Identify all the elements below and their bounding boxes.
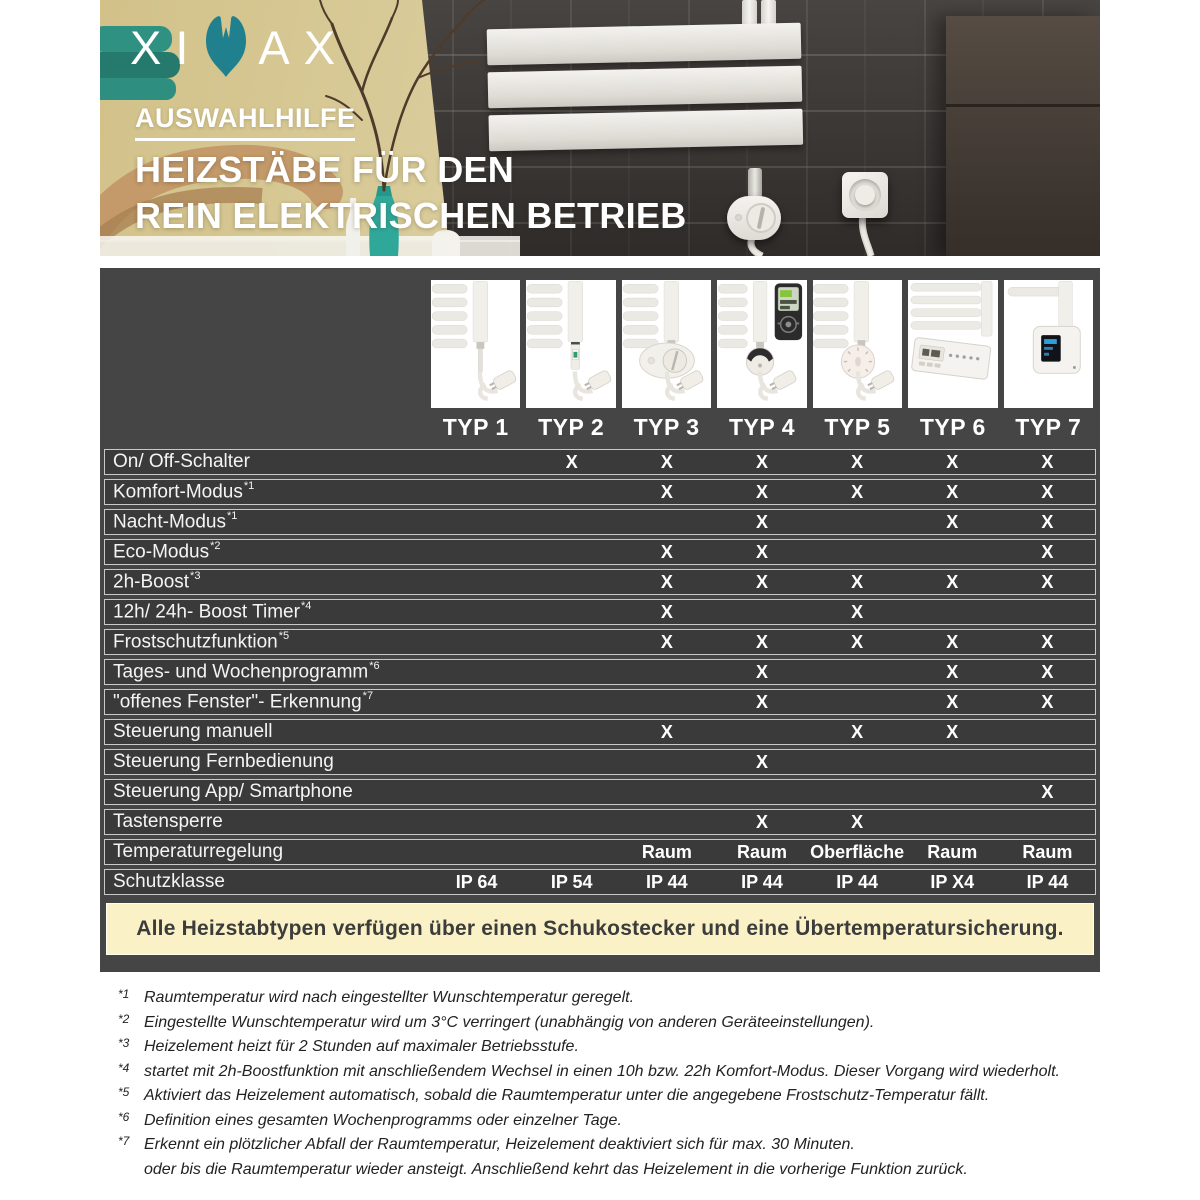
feature-cell-typ-3: X	[660, 571, 673, 592]
feature-cell-typ-6: X	[946, 481, 959, 502]
feature-cell-typ-6: X	[946, 451, 959, 472]
footnote-marker: *6	[118, 1109, 130, 1124]
column-header-typ-4: TYP 4	[728, 414, 795, 440]
footnote-marker: *4	[300, 599, 312, 612]
feature-label: Eco-Modus$^{*2}$	[113, 539, 221, 563]
feature-cell-typ-3: X	[660, 631, 673, 652]
feature-row-9	[104, 689, 1096, 715]
feature-cell-typ-5: X	[851, 451, 864, 472]
feature-label: Tastensperre	[113, 811, 223, 832]
feature-cell-typ-1: IP 64	[455, 871, 498, 892]
column-header-typ-3: TYP 3	[633, 414, 700, 440]
feature-label: Frostschutzfunktion$^{*5}$	[113, 629, 290, 653]
product-column-typ-4	[714, 280, 809, 449]
footnote-line	[118, 1160, 1103, 1180]
wall-socket-photo	[842, 172, 888, 218]
feature-cell-typ-5: X	[851, 631, 864, 652]
ximax-logo	[130, 12, 349, 78]
feature-cell-typ-6: IP X4	[930, 871, 975, 892]
feature-cell-typ-7: X	[1041, 541, 1054, 562]
hero-eyebrow: AUSWAHLHILFE	[135, 103, 355, 141]
feature-label: "offenes Fenster"- Erkennung$^{*7}$	[113, 689, 374, 713]
footnote-line	[118, 988, 1103, 1008]
feature-row-13	[104, 809, 1096, 835]
feature-cell-typ-7: X	[1041, 511, 1054, 532]
feature-cell-typ-4: X	[755, 661, 768, 682]
feature-cell-typ-5: X	[851, 601, 864, 622]
footnote-marker: *6	[369, 659, 380, 672]
footnote-marker: *5	[118, 1085, 130, 1099]
feature-cell-typ-3: IP 44	[645, 871, 688, 892]
feature-label: Tages- und Wochenprogramm$^{*6}$	[113, 659, 380, 683]
feature-cell-typ-7: X	[1041, 631, 1054, 652]
footnote-line	[118, 1013, 1103, 1033]
footnotes-section	[118, 988, 1103, 1184]
feature-label: Schutzklasse	[113, 871, 225, 892]
feature-cell-typ-7: X	[1041, 481, 1054, 502]
feature-row-11	[104, 749, 1096, 775]
footnote-line	[118, 1062, 1103, 1082]
footnote-text: Raumtemperatur wird nach eingestellter Wunschtemperatur geregelt.	[144, 989, 635, 1006]
feature-cell-typ-5: Oberfläche	[810, 841, 905, 862]
heating-rod-led-image	[526, 280, 615, 408]
feature-cell-typ-4: X	[755, 691, 768, 712]
feature-cell-typ-3: X	[660, 451, 673, 472]
footnote-marker: *7	[118, 1134, 130, 1148]
feature-cell-typ-4: IP 44	[741, 871, 783, 892]
radiator-control-panel-image	[908, 280, 997, 408]
feature-cell-typ-3: Raum	[641, 841, 692, 862]
footnote-marker: *2	[118, 1011, 130, 1026]
footnote-text: Erkennt ein plötzlicher Abfall der Raumtemperatur, Heizelement deaktiviert sich für max. 30 Minuten.	[144, 1136, 855, 1153]
heating-rod-plain-image	[431, 280, 520, 408]
feature-cell-typ-4: X	[755, 481, 768, 502]
control-box-display-image	[1004, 280, 1093, 408]
feature-rows	[104, 449, 1096, 895]
product-column-typ-7	[1001, 280, 1096, 449]
feature-label: Steuerung App/ Smartphone	[113, 781, 353, 802]
header-spacer	[104, 280, 428, 449]
feature-cell-typ-4: X	[755, 751, 768, 772]
feature-row-3	[104, 509, 1096, 535]
feature-cell-typ-4: X	[755, 811, 768, 832]
feature-row-1	[104, 449, 1096, 475]
heating-rod-dial-control-image	[622, 280, 711, 408]
feature-cell-typ-4: X	[755, 511, 768, 532]
feature-label: Komfort-Modus$^{*1}$	[113, 479, 255, 503]
feature-row-12	[104, 779, 1096, 805]
feature-label: 12h/ 24h- Boost Timer$^{*4}$	[113, 599, 312, 623]
footnote-text: Definition eines gesamten Wochenprogramms oder einzelner Tage.	[144, 1111, 622, 1129]
footnote-text: oder bis die Raumtemperatur wieder ansteigt. Anschließend kehrt das Heizelement in die vorherige Funktion zurück.	[144, 1160, 968, 1178]
column-header-typ-6: TYP 6	[919, 414, 986, 440]
feature-cell-typ-7: X	[1041, 451, 1054, 472]
feature-cell-typ-7: X	[1041, 691, 1054, 712]
product-header-row	[104, 280, 1096, 449]
product-column-typ-6	[905, 280, 1000, 449]
feature-label: Steuerung Fernbedienung	[113, 751, 334, 772]
footnote-text: startet mit 2h-Boostfunktion mit anschließendem Wechsel in einen 10h bzw. 22h Komfort-Modus. Dieser Vorgang wird wiederholt.	[144, 1062, 1060, 1080]
hero-title-line1: HEIZSTÄBE FÜR DEN	[135, 149, 515, 190]
product-comparison-table	[100, 268, 1100, 972]
feature-cell-typ-6: X	[946, 721, 959, 742]
footnote-marker: *3	[118, 1036, 130, 1050]
footnote-marker: *1	[243, 479, 255, 492]
feature-row-7	[104, 629, 1096, 655]
feature-cell-typ-2: IP 54	[550, 871, 593, 892]
footnote-marker: *7	[362, 689, 374, 702]
feature-cell-typ-4: X	[755, 571, 768, 592]
socket-plug	[855, 185, 875, 205]
feature-cell-typ-3: X	[660, 541, 673, 562]
feature-row-8	[104, 659, 1096, 685]
feature-cell-typ-7: X	[1041, 661, 1054, 682]
feature-cell-typ-4: X	[755, 631, 768, 652]
ximax-logo-mark-icon	[198, 12, 254, 78]
heating-element-dial	[746, 203, 776, 233]
footnote-marker: *2	[210, 539, 221, 552]
feature-cell-typ-6: X	[946, 691, 959, 712]
feature-label: Steuerung manuell	[113, 721, 273, 742]
feature-cell-typ-6: Raum	[927, 841, 978, 862]
column-header-typ-2: TYP 2	[538, 414, 605, 440]
feature-label: 2h-Boost$^{*3}$	[113, 569, 201, 593]
footnote-marker: *5	[278, 629, 290, 642]
feature-cell-typ-7: X	[1041, 781, 1054, 802]
feature-row-14	[104, 839, 1096, 865]
feature-cell-typ-4: Raum	[736, 841, 787, 862]
feature-row-10	[104, 719, 1096, 745]
electric-heating-element-photo	[727, 196, 781, 240]
feature-label: On/ Off-Schalter	[113, 451, 250, 472]
feature-cell-typ-4: X	[755, 451, 768, 472]
note-bar: Alle Heizstabtypen verfügen über einen Schukostecker und eine Übertemperatursicherung.	[106, 903, 1094, 955]
footnote-line	[118, 1111, 1103, 1131]
column-header-typ-1: TYP 1	[442, 414, 509, 440]
feature-row-5	[104, 569, 1096, 595]
feature-cell-typ-2: X	[565, 451, 578, 472]
column-header-typ-7: TYP 7	[1015, 414, 1082, 440]
feature-cell-typ-6: X	[946, 571, 959, 592]
product-column-typ-1	[428, 280, 523, 449]
footnote-marker: *1	[118, 987, 130, 1001]
feature-cell-typ-6: X	[946, 631, 959, 652]
heating-element-led	[735, 214, 742, 221]
hero-title-line2: REIN ELEKTRISCHEN BETRIEB	[135, 195, 687, 236]
feature-label: Temperaturregelung	[113, 841, 284, 862]
logo-text-right: AX	[258, 21, 350, 74]
feature-cell-typ-3: X	[660, 601, 673, 622]
footnote-text: Heizelement heizt für 2 Stunden auf maximaler Betriebsstufe.	[144, 1038, 579, 1055]
feature-row-4	[104, 539, 1096, 565]
footnote-marker: *1	[227, 509, 238, 522]
feature-cell-typ-3: X	[660, 481, 673, 502]
footnote-line	[118, 1135, 1103, 1155]
footnote-marker: *4	[118, 1060, 130, 1075]
feature-row-6	[104, 599, 1096, 625]
logo-text-left: XI	[130, 21, 203, 74]
footnote-marker	[118, 1157, 144, 1177]
heating-rod-thermostat-image	[813, 280, 902, 408]
product-column-typ-3	[619, 280, 714, 449]
feature-cell-typ-7: Raum	[1022, 841, 1073, 862]
feature-cell-typ-4: X	[755, 541, 768, 562]
feature-cell-typ-5: X	[851, 811, 864, 832]
feature-row-15	[104, 869, 1096, 895]
feature-cell-typ-5: X	[851, 481, 864, 502]
footnote-line	[118, 1086, 1103, 1106]
product-column-typ-2	[523, 280, 618, 449]
hero-banner	[100, 0, 1100, 256]
feature-cell-typ-7: X	[1041, 571, 1054, 592]
feature-cell-typ-5: IP 44	[836, 871, 878, 892]
feature-cell-typ-5: X	[851, 721, 864, 742]
heating-rod-remote-control-image	[717, 280, 806, 408]
feature-row-2	[104, 479, 1096, 505]
feature-label: Nacht-Modus$^{*1}$	[113, 509, 238, 533]
feature-cell-typ-7: IP 44	[1026, 871, 1069, 892]
feature-cell-typ-6: X	[946, 511, 959, 532]
footnote-marker: *3	[190, 569, 201, 582]
feature-cell-typ-5: X	[851, 571, 864, 592]
feature-cell-typ-6: X	[946, 661, 959, 682]
footnote-text: Aktiviert das Heizelement automatisch, sobald die Raumtemperatur unter die angegebene Frostschutz-Temperatur fällt.	[144, 1087, 990, 1104]
feature-cell-typ-3: X	[660, 721, 673, 742]
column-header-typ-5: TYP 5	[824, 414, 891, 440]
product-column-typ-5	[810, 280, 905, 449]
footnote-text: Eingestellte Wunschtemperatur wird um 3°C verringert (unabhängig von anderen Geräteeinstellungen).	[144, 1013, 875, 1031]
hero-title	[135, 147, 687, 239]
footnote-line	[118, 1037, 1103, 1057]
